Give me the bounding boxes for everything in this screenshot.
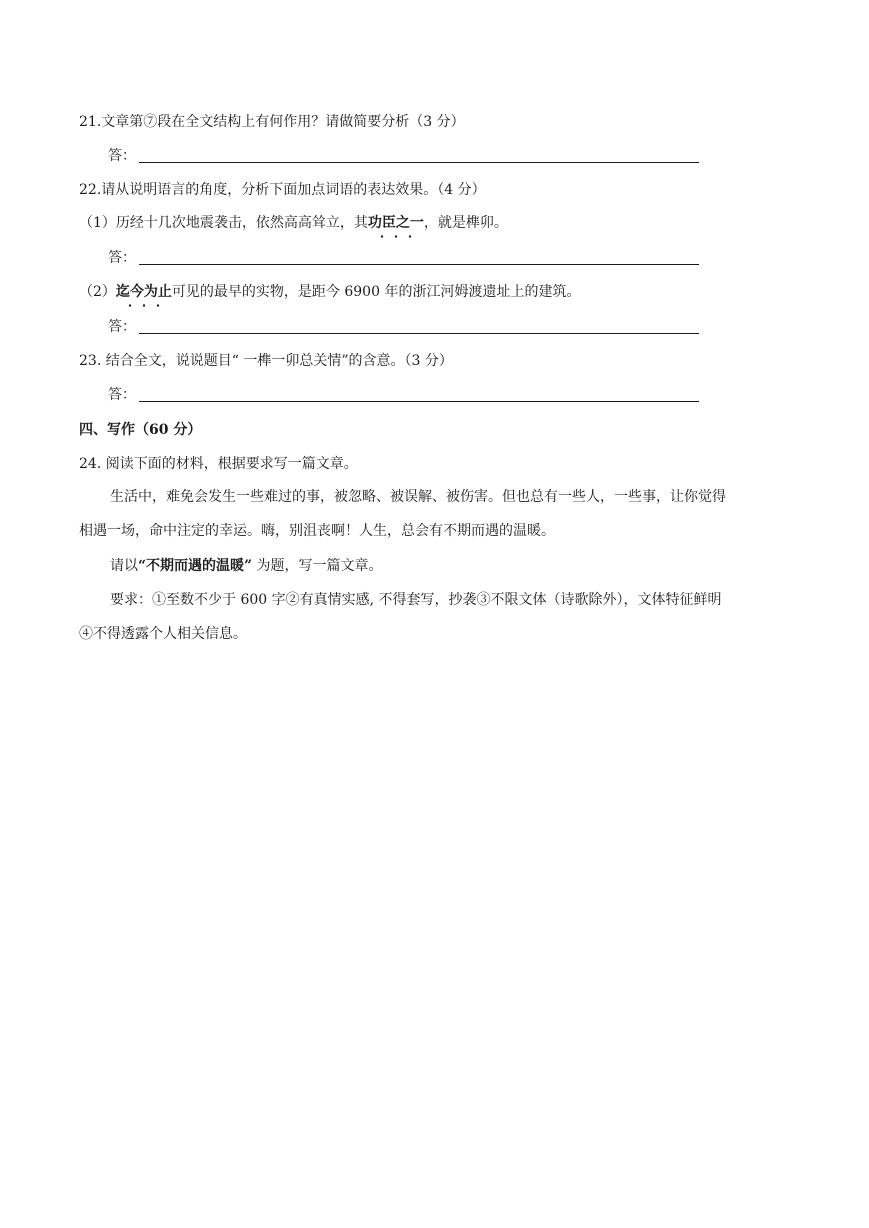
sub1-emphasized-phrase: 功臣之一 (367, 215, 424, 231)
question-22: 22.请从说明语言的角度，分析下面加点词语的表达效果。（4 分） (79, 182, 486, 198)
prompt-prefix: 请以 (110, 558, 138, 574)
answer-line[interactable] (139, 401, 699, 402)
requirements-line-1: 要求：①至数不少于 600 字②有真情实感, 不得套写，抄袭③不限文体（诗歌除外），文体特征鲜明 (110, 592, 722, 608)
sub2-suffix: 可见的最早的实物，是距今 6900 年的浙江河姆渡遗址上的建筑。 (171, 284, 581, 300)
question-24: 24. 阅读下面的材料，根据要求写一篇文章。 (79, 456, 358, 472)
material-paragraph-line-2: 相遇一场，命中注定的幸运。嗨，别沮丧啊！人生，总会有不期而遇的温暖。 (79, 523, 555, 539)
answer-label: 答： (108, 387, 136, 403)
sub1-suffix: ，就是榫卯。 (423, 215, 508, 231)
sub1-prefix: （1）历经十几次地震袭击，依然高高耸立，其 (79, 215, 368, 231)
answer-label: 答： (108, 319, 136, 335)
material-paragraph-line-1: 生活中，难免会发生一些难过的事，被忽略、被误解、被伤害。但也总有一些人，一些事，让你觉得 (110, 489, 726, 505)
answer-label: 答： (108, 250, 136, 266)
question-23: 23. 结合全文，说说题目“ 一榫一卯总关情”的含意。（3 分） (79, 353, 453, 369)
answer-row-22-2[interactable] (108, 317, 708, 337)
sub2-prefix: （2） (79, 284, 116, 300)
answer-line[interactable] (139, 333, 699, 334)
essay-title: “不期而遇的温暖” (138, 558, 253, 574)
answer-line[interactable] (139, 162, 699, 163)
answer-row-21[interactable] (108, 146, 708, 166)
question-21: 21.文章第⑦段在全文结构上有何作用？请做简要分析（3 分） (79, 114, 465, 130)
answer-row-23[interactable] (108, 385, 708, 405)
answer-label: 答： (108, 148, 136, 164)
section-heading-writing: 四、写作（60 分） (79, 422, 202, 438)
answer-line[interactable] (139, 264, 699, 265)
writing-prompt (110, 556, 383, 576)
question-22-sub-2 (79, 282, 580, 302)
answer-row-22-1[interactable] (108, 248, 708, 268)
sub2-emphasized-phrase: 迄今为止 (115, 284, 172, 300)
question-22-sub-1 (79, 213, 508, 233)
prompt-suffix: 为题，写一篇文章。 (252, 558, 383, 574)
requirements-line-2: ④不得透露个人相关信息。 (79, 626, 247, 642)
